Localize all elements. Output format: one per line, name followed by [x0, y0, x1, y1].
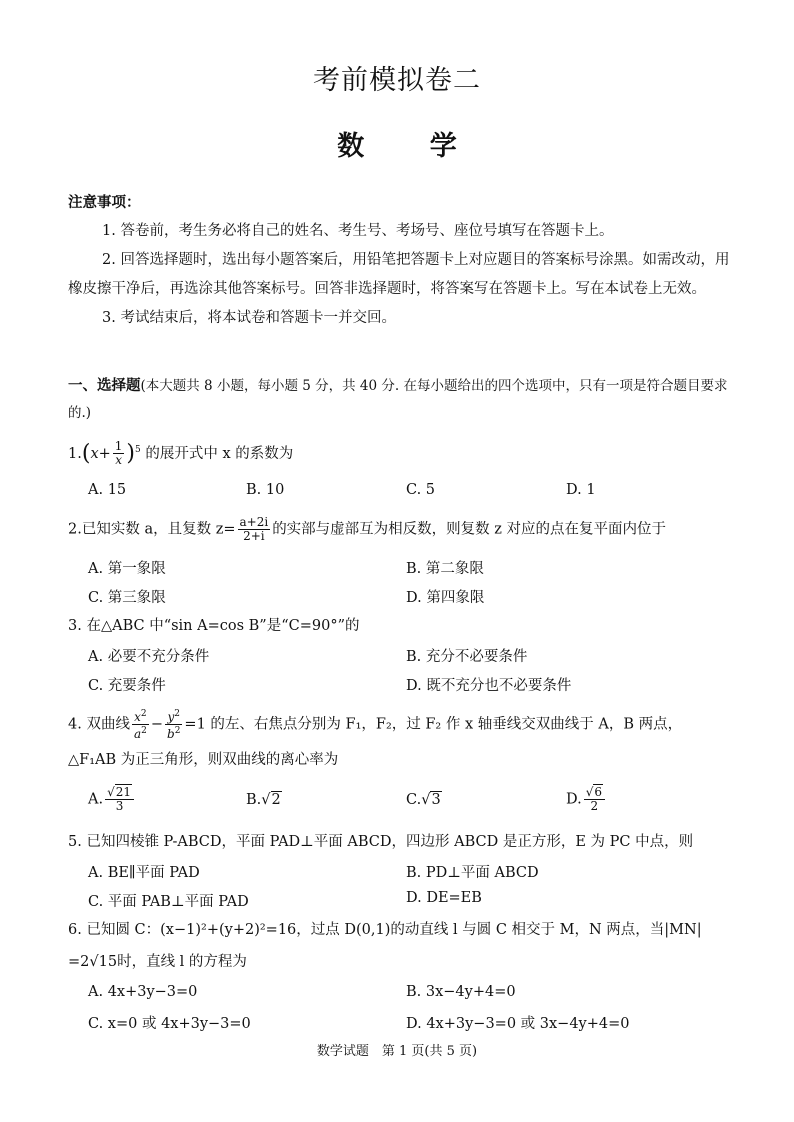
question-3-options-row-1 [88, 645, 728, 667]
option-d: D. DE=EB [406, 890, 482, 906]
notice-item-1: 1. 答卷前，考生务必将自己的姓名、考生号、考场号、座位号填写在答题卡上。 [102, 223, 614, 239]
option-a: A. 第一象限 [88, 561, 166, 577]
question-3-options-row-2 [88, 674, 728, 696]
option-d: D. 第四象限 [406, 590, 485, 606]
option-a: A. 必要不充分条件 [88, 649, 210, 665]
question-number: 2. [68, 521, 82, 538]
option-a: A. BE∥平面 PAD [88, 865, 200, 881]
fraction: $\frac{x^2}{a^2}$ [133, 709, 147, 741]
option-c: C. 充要条件 [88, 678, 166, 694]
section-heading [68, 372, 736, 427]
notice-section [68, 188, 736, 333]
section-title: 一、选择题 [68, 377, 141, 394]
question-text: 的实部与虚部互为相反数，则复数 z 对应的点在复平面内位于 [272, 521, 667, 538]
notice-item-3: 3. 考试结束后，将本试卷和答题卡一并交回。 [102, 310, 396, 326]
option-c: C. x=0 或 4x+3y−3=0 [88, 1016, 251, 1032]
question-6-stem: 6. 已知圆 C：(x−1)²+(y+2)²=16，过点 D(0,1)的动直线 l 与圆 C 相交于 M，N 两点，当|MN| [68, 922, 702, 938]
question-4-stem: 4. 双曲线 $\frac{x^2}{a^2}$ − $\frac{y^2}{b^2}$ =1 的左、右焦点分别为 F₁，F₂，过 F₂ 作 x 轴垂线交双曲线于 A，B 两点， [68, 709, 683, 741]
option-b: B. 10 [246, 482, 285, 498]
question-text: =1 的左、右焦点分别为 F₁，F₂，过 F₂ 作 x 轴垂线交双曲线于 A，B 两点， [184, 716, 683, 733]
notice-heading: 注意事项： [68, 194, 141, 211]
option-b: B.√2 [246, 792, 281, 808]
question-4-options [88, 786, 728, 820]
page-title: 考前模拟卷二 [313, 65, 481, 96]
question-text: 4. 双曲线 [68, 716, 130, 733]
subject-title: 数 学 [337, 131, 485, 162]
question-1-stem: 1.(x+ $\frac{1}{x}$ )$^5$ 的展开式中 x 的系数为 [68, 439, 294, 468]
option-c: C. 5 [406, 482, 436, 498]
option-c: C. 第三象限 [88, 590, 166, 606]
fraction: $\frac{1}{x}$ [114, 439, 123, 468]
question-number: 1. [68, 445, 82, 462]
question-6-options-row-2 [88, 1012, 728, 1034]
page-footer: 数学试题 第 1 页(共 5 页) [316, 1044, 478, 1059]
question-2-options-row-1 [88, 557, 728, 579]
question-text: 已知实数 a，且复数 z= [81, 521, 236, 538]
option-b: B. 充分不必要条件 [406, 649, 528, 665]
fraction: $\frac{a+2i}{2+i}$ [239, 515, 269, 543]
question-3-stem: 3. 在△ABC 中“sin A=cos B”是“C=90°”的 [68, 618, 360, 634]
question-6-options-row-1 [88, 984, 728, 1006]
question-5-stem: 5. 已知四棱锥 P-ABCD，平面 PAD⊥平面 ABCD，四边形 ABCD 是正方形，E 为 PC 中点，则 [68, 834, 694, 850]
question-1-options [88, 482, 728, 504]
question-5-options-row-2 [88, 890, 728, 912]
question-4-stem-cont: △F₁AB 为正三角形，则双曲线的离心率为 [68, 752, 339, 768]
option-a: A. 15 [88, 482, 127, 498]
fraction: $\frac{y^2}{b^2}$ [167, 709, 181, 741]
notice-item-2: 2. 回答选择题时，选出每小题答案后，用铅笔把答题卡上对应题目的答案标号涂黑。如需改动，用橡皮擦干净后，再选涂其他答案标号。回答非选择题时，将答案写在答题卡上。写在本试卷上无效。 [68, 252, 730, 297]
question-text: 的展开式中 x 的系数为 [145, 445, 294, 462]
option-d: D. 1 [566, 482, 596, 498]
option-d: D. $\frac{√6}{2}$ [566, 786, 607, 813]
option-b: B. 3x−4y+4=0 [406, 984, 516, 1000]
option-d: D. 4x+3y−3=0 或 3x−4y+4=0 [406, 1016, 630, 1032]
option-d: D. 既不充分也不必要条件 [406, 678, 572, 694]
option-a: A. 4x+3y−3=0 [88, 984, 198, 1000]
option-b: B. PD⊥平面 ABCD [406, 865, 539, 881]
question-2-options-row-2 [88, 586, 728, 608]
option-a: A. $\frac{√21}{3}$ [88, 786, 136, 813]
question-6-stem-cont: =2√15时，直线 l 的方程为 [68, 954, 247, 970]
option-c: C. 平面 PAB⊥平面 PAD [88, 894, 249, 910]
question-5-options-row-1 [88, 861, 728, 883]
question-2-stem [68, 516, 736, 543]
option-c: C.√3 [406, 792, 441, 808]
option-b: B. 第二象限 [406, 561, 484, 577]
section-note: (本大题共 8 小题，每小题 5 分，共 40 分. 在每小题给出的四个选项中，只有一项是符合题目要求的.) [68, 378, 728, 421]
